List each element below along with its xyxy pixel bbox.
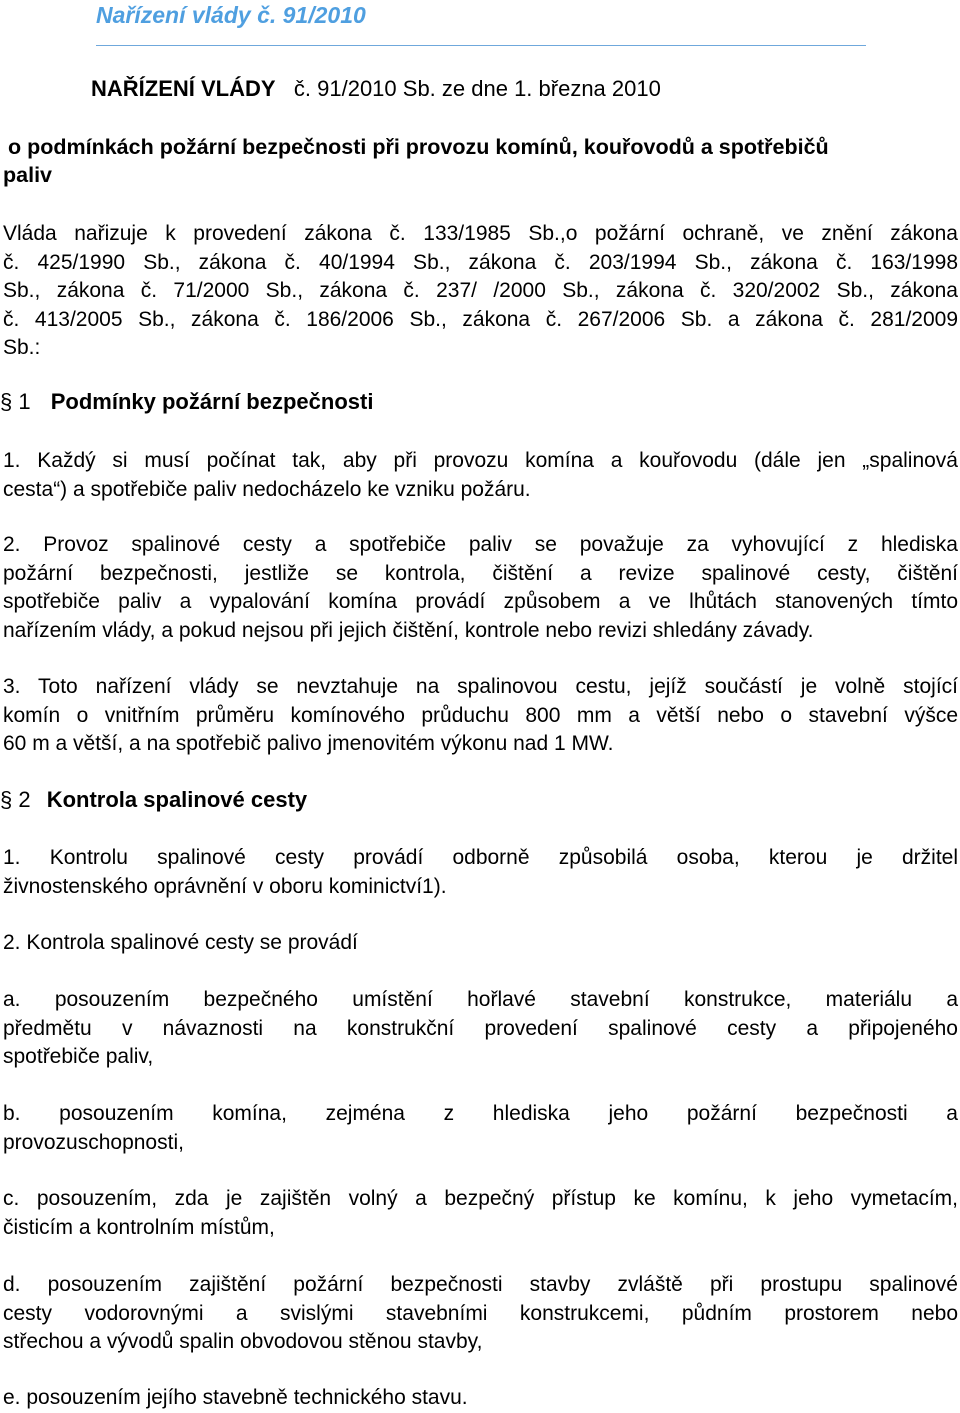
list-item-c	[3, 1185, 958, 1242]
paragraph-line: 2. Provoz spalinové cesty a spotřebiče paliv se považuje za vyhovující z hlediska	[3, 533, 958, 556]
paragraph-line: d. posouzením zajištění požární bezpečnosti stavby zvláště při prostupu spalinové	[3, 1273, 958, 1296]
paragraph-line: spotřebiče paliv a vypalování komína provádí způsobem a ve lhůtách stanovených tímto	[3, 590, 958, 613]
paragraph-line: požární bezpečnosti, jestliže se kontrola, čištění a revize spalinové cesty, čištění	[3, 561, 958, 585]
paragraph-line: b. posouzením komína, zejména z hlediska jeho požární bezpečnosti a	[3, 1102, 958, 1125]
section-1-paragraph-1	[3, 447, 958, 504]
paragraph-line: 60 m a větší, a na spotřebič palivo jmenovitém výkonu nad 1 MW.	[3, 732, 614, 755]
section-1-paragraph-2	[3, 531, 958, 645]
regulation-subtitle-line-1: o podmínkách požární bezpečnosti při provozu komínů, kouřovodů a spotřebičů	[8, 135, 829, 159]
paragraph-line: a. posouzením bezpečného umístění hořlavé stavební konstrukce, materiálu a	[3, 988, 958, 1011]
paragraph-line: čisticím a kontrolním místům,	[3, 1215, 275, 1239]
paragraph-line: nařízením vlády, a pokud nejsou při jejich čištění, kontrole nebo revizi shledány závady.	[3, 618, 814, 642]
section-title: Podmínky požární bezpečnosti	[50, 389, 374, 414]
regulation-title	[91, 76, 661, 102]
list-item-a	[3, 986, 958, 1072]
paragraph-line: střechou a vývodů spalin obvodovou stěnou stavby,	[3, 1330, 483, 1353]
header-divider	[96, 45, 866, 46]
regulation-title-rest: č. 91/2010 Sb. ze dne 1. března 2010	[293, 76, 661, 101]
paragraph-line: 2. Kontrola spalinové cesty se provádí	[3, 931, 358, 954]
intro-line: Vláda nařizuje k provedení zákona č. 133/1985 Sb.,o požární ochraně, ve znění zákona	[3, 222, 958, 245]
paragraph-line: 1. Každý si musí počínat tak, aby při provozu komína a kouřovodu (dále jen „spalinová	[3, 449, 958, 472]
paragraph-line: komín o vnitřním průměru komínového průduchu 800 mm a větší nebo o stavební výšce	[3, 703, 958, 727]
paragraph-line: c. posouzením, zda je zajištěn volný a bezpečný přístup ke komínu, k jeho vymetacím,	[3, 1187, 958, 1210]
intro-paragraph	[3, 220, 958, 363]
list-item-b	[3, 1100, 958, 1157]
section-2-paragraph-2	[3, 929, 958, 958]
section-2-heading	[0, 787, 307, 813]
section-mark: § 1	[0, 389, 31, 414]
list-item-e	[3, 1384, 958, 1413]
section-title: Kontrola spalinové cesty	[46, 787, 308, 812]
intro-line: č. 425/1990 Sb., zákona č. 40/1994 Sb., zákona č. 203/1994 Sb., zákona č. 163/1998	[3, 250, 958, 274]
intro-line: Sb., zákona č. 71/2000 Sb., zákona č. 237/ /2000 Sb., zákona č. 320/2002 Sb., zákona	[3, 279, 958, 302]
section-mark: § 2	[0, 787, 31, 812]
paragraph-line: spotřebiče paliv,	[3, 1045, 154, 1068]
paragraph-line: živnostenského oprávnění v oboru kominictví1).	[3, 874, 447, 898]
intro-line: č. 413/2005 Sb., zákona č. 186/2006 Sb., zákona č. 267/2006 Sb. a zákona č. 281/2009	[3, 307, 958, 331]
regulation-title-bold: NAŘÍZENÍ VLÁDY	[91, 76, 276, 101]
paragraph-line: e. posouzením jejího stavebně technického stavu.	[3, 1386, 468, 1409]
list-item-d	[3, 1271, 958, 1357]
regulation-subtitle-line-2: paliv	[3, 163, 52, 187]
section-2-paragraph-1	[3, 844, 958, 901]
paragraph-line: 3. Toto nařízení vlády se nevztahuje na spalinovou cestu, jejíž součástí je volně stojící	[3, 675, 958, 698]
paragraph-line: 1. Kontrolu spalinové cesty provádí odborně způsobilá osoba, kterou je držitel	[3, 846, 958, 869]
intro-line: Sb.:	[3, 336, 41, 359]
section-1-paragraph-3	[3, 673, 958, 759]
paragraph-line: cesta“) a spotřebiče paliv nedocházelo ke vzniku požáru.	[3, 477, 531, 501]
paragraph-line: cesty vodorovnými a svislými stavebními konstrukcemi, půdním prostorem nebo	[3, 1301, 958, 1325]
document-header-title: Nařízení vlády č. 91/2010	[96, 2, 366, 28]
section-1-heading	[0, 389, 373, 415]
paragraph-line: předmětu v návaznosti na konstrukční provedení spalinové cesty a připojeného	[3, 1016, 958, 1040]
paragraph-line: provozuschopnosti,	[3, 1130, 184, 1154]
